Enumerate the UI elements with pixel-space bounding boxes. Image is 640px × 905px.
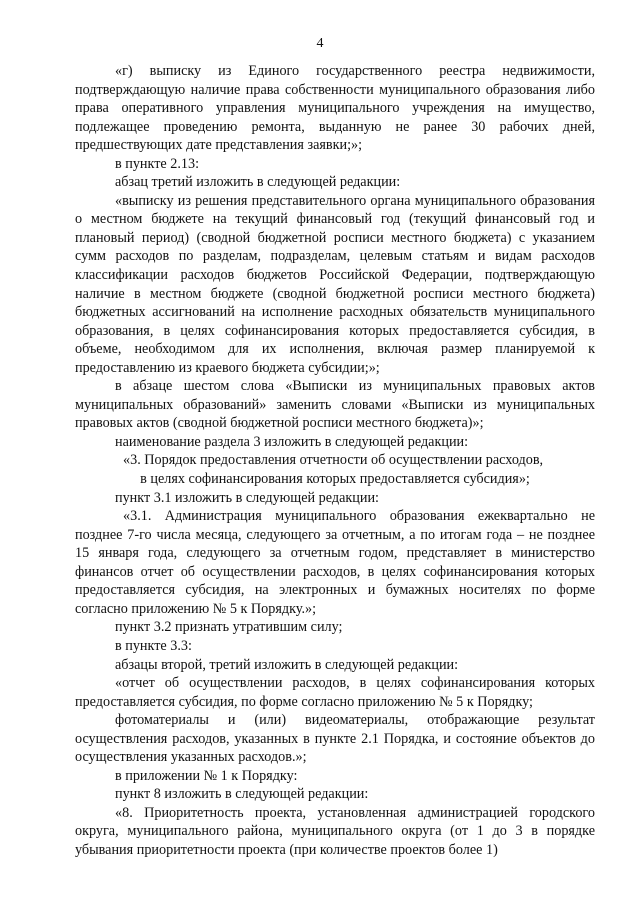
paragraph-point-8-edit: пункт 8 изложить в следующей редакции:	[115, 786, 369, 803]
paragraph-third-para-edit: абзац третий изложить в следующей редакции:	[115, 174, 401, 191]
document-body	[75, 62, 595, 860]
paragraph-point-3-1-text: «3.1. Администрация муниципального образования ежеквартально не позднее 7-го числа месяца, следующего за отчетным, а по итогам года – не позднее 15 января года, следующего за отчетным годом, представляет в министерство финансов отчет об осуществлении расходов, в целях софинансирования которых предоставляется субсидия, на электронных и бумажных носителях по форме согласно приложению № 5 к Порядку.»;	[75, 508, 595, 617]
paragraph-appendix-1: в приложении № 1 к Порядку:	[115, 767, 298, 784]
paragraph-point-3-3: в пункте 3.3:	[115, 637, 192, 654]
page-number: 4	[316, 36, 324, 51]
paragraph-point-2-13: в пункте 2.13:	[115, 155, 200, 172]
paragraph-section-3-title-line2: в целях софинансирования которых предоставляется субсидия»;	[140, 471, 530, 488]
paragraph-point-8-text: «8. Приоритетность проекта, установленная администрацией городского округа, муниципального района, муниципального округа (от 1 до 3 в порядке убывания приоритетности проекта (при количестве проектов более 1)	[75, 804, 595, 858]
paragraph-report-form: «отчет об осуществлении расходов, в целях софинансирования которых предоставляется субсидия, по форме согласно приложению № 5 к Порядку;	[75, 675, 595, 710]
paragraph-point-3-2: пункт 3.2 признать утратившим силу;	[115, 619, 343, 636]
paragraph-g-extract: «г) выписку из Единого государственного реестра недвижимости, подтверждающую наличие права собственности муниципального образования либо права оперативного управления муниципального учреждения на имущество, подлежащее проведению ремонта, выданную не ранее 30 рабочих дней, предшествующих дате представления заявки;»;	[75, 63, 595, 154]
paragraph-sixth-para-words: в абзаце шестом слова «Выписки из муниципальных правовых актов муниципальных образований» заменить словами «Выписки из муниципальных правовых актов (сводной бюджетной росписи местного бюджета)»;	[75, 378, 595, 432]
paragraph-budget-extract: «выписку из решения представительного органа муниципального образования о местном бюджете на текущий финансовый год (текущий финансовый год и плановый период) (сводной бюджетной росписи местного бюджета) с указанием сумм расходов по разделам, подразделам, целевым статьям и видам расходов классификации расходов бюджетов Российской Федерации, подтверждающую наличие в местном бюджете (сводной бюджетной росписи местного бюджета) бюджетных ассигнований на исполнение расходных обязательств муниципального образования, в целях софинансирования которых предоставляется субсидия, в объеме, необходимом для их исполнения, включая размер планируемой к предоставлению из краевого бюджета субсидии;»;	[75, 192, 595, 376]
paragraph-photo-materials: фотоматериалы и (или) видеоматериалы, отображающие результат осуществления расходов, указанных в пункте 2.1 Порядка, и состояние объектов до осуществления указанных расходов.»;	[75, 712, 595, 766]
paragraph-section-3-title-edit: наименование раздела 3 изложить в следующей редакции:	[115, 433, 469, 450]
paragraph-section-3-title-line1: «3. Порядок предоставления отчетности об осуществлении расходов,	[123, 452, 544, 469]
paragraph-second-third-edit: абзацы второй, третий изложить в следующей редакции:	[115, 656, 459, 673]
paragraph-point-3-1-edit: пункт 3.1 изложить в следующей редакции:	[115, 489, 379, 506]
